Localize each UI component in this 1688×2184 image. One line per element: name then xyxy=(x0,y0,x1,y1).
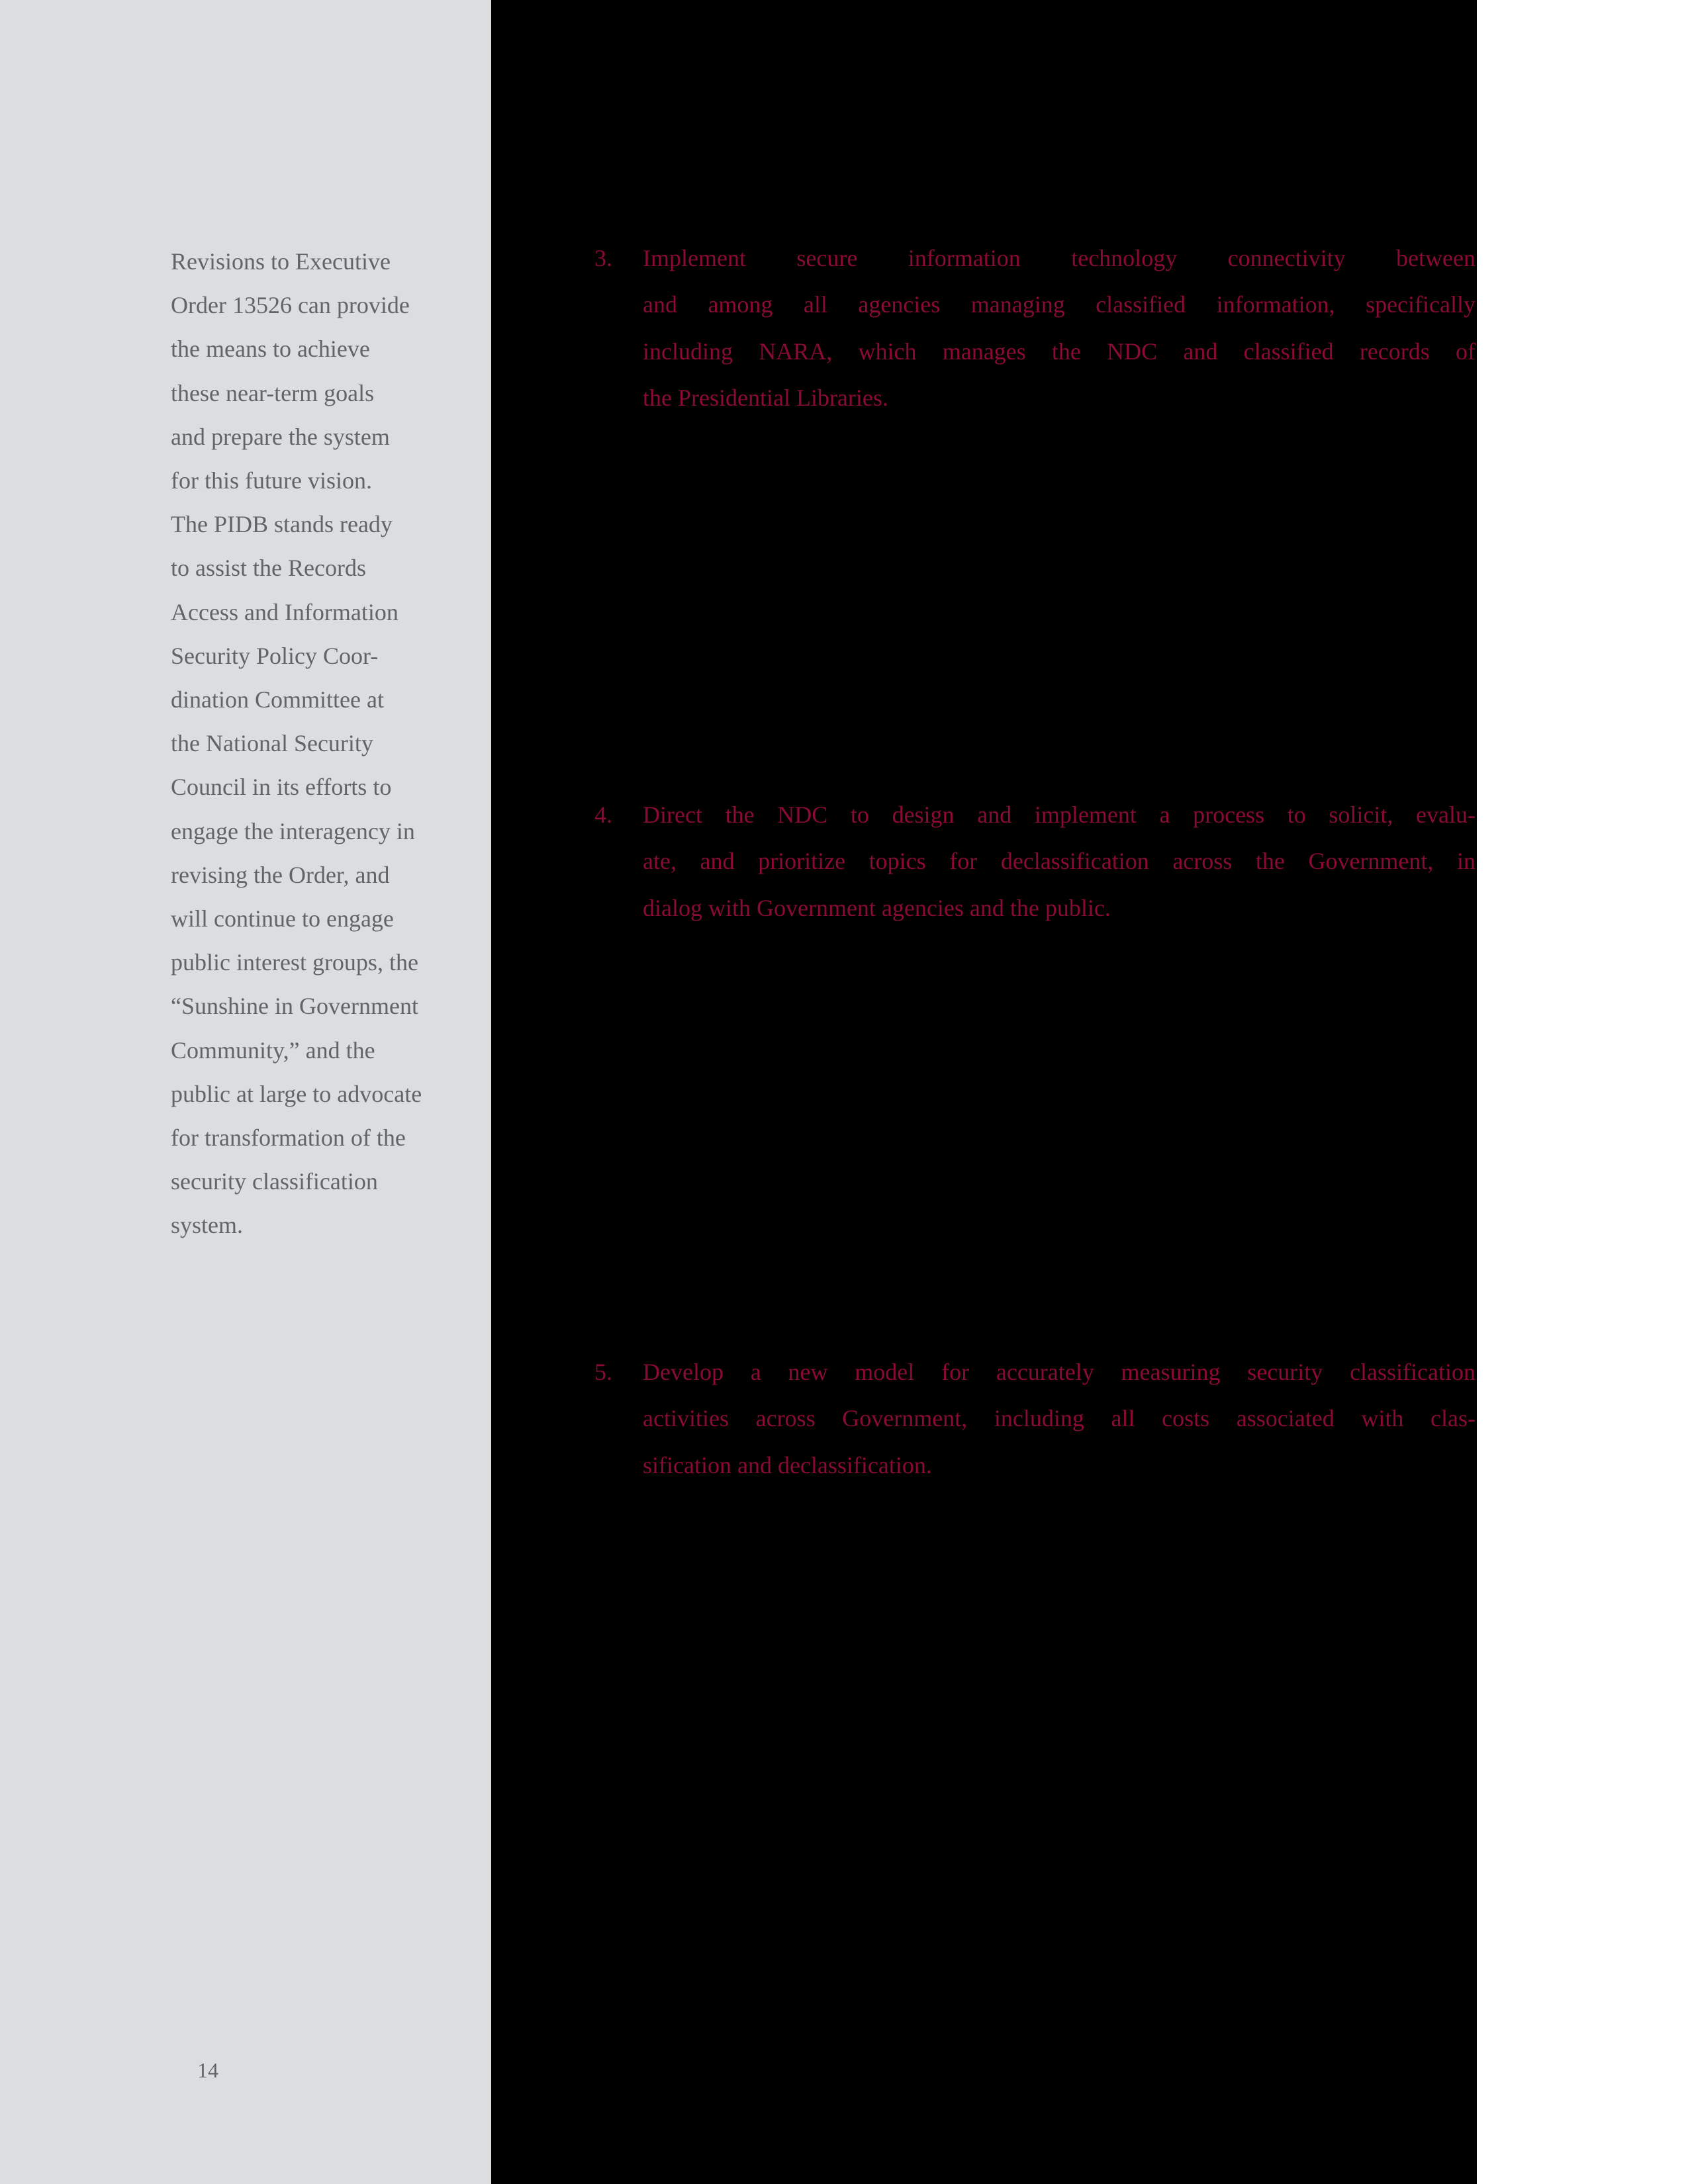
recommendation-item-4 xyxy=(594,792,1476,931)
item-text-line: activities across Government, including all costs associated with clas- xyxy=(643,1405,1476,1432)
item-number: 5. xyxy=(594,1359,612,1385)
sidebar-text-line: to assist the Records xyxy=(171,555,366,582)
item-text-line: Implement secure information technology connectivity between xyxy=(643,245,1476,271)
sidebar-text-line: for this future vision. xyxy=(171,467,372,494)
sidebar-text-line: Order 13526 can provide xyxy=(171,292,410,319)
sidebar-text-line: public interest groups, the xyxy=(171,949,418,976)
item-number: 3. xyxy=(594,245,612,271)
recommendation-item-5 xyxy=(594,1349,1476,1488)
item-number: 4. xyxy=(594,801,612,828)
recommendation-item-3 xyxy=(594,235,1476,421)
sidebar-text-line: Council in its efforts to xyxy=(171,774,392,801)
sidebar-text-line: Security Policy Coor- xyxy=(171,642,379,669)
sidebar-text-line: security classification xyxy=(171,1168,378,1195)
sidebar xyxy=(0,0,491,2184)
item-text-line: Direct the NDC to design and implement a process to solicit, evalu- xyxy=(643,801,1476,828)
sidebar-text-line: Community,” and the xyxy=(171,1036,375,1064)
item-text xyxy=(643,1349,1476,1488)
item-text-line: dialog with Government agencies and the public. xyxy=(643,894,1111,921)
item-text-line: sification and declassification. xyxy=(643,1451,932,1479)
sidebar-paragraph xyxy=(171,240,475,1248)
sidebar-text-line: Access and Information xyxy=(171,598,399,625)
sidebar-text-line: these near-term goals xyxy=(171,379,375,406)
sidebar-text-line: system. xyxy=(171,1212,244,1239)
item-text xyxy=(643,792,1476,931)
sidebar-text-line: the National Security xyxy=(171,730,373,757)
item-text-line: ate, and prioritize topics for declassification across the Government, in xyxy=(643,848,1476,875)
recommendations-panel xyxy=(491,0,1477,2184)
sidebar-text-line: for transformation of the xyxy=(171,1124,406,1152)
page-number: 14 xyxy=(197,2058,218,2082)
sidebar-text-line: The PIDB stands ready xyxy=(171,511,393,538)
sidebar-text-line: Revisions to Executive xyxy=(171,248,391,275)
item-text-line: and among all agencies managing classified information, specifically xyxy=(643,291,1476,318)
item-text-line: the Presidential Libraries. xyxy=(643,384,888,411)
sidebar-text-line: “Sunshine in Government xyxy=(171,993,418,1020)
sidebar-text-line: will continue to engage xyxy=(171,905,394,933)
sidebar-text-line: dination Committee at xyxy=(171,686,384,713)
sidebar-text-line: the means to achieve xyxy=(171,336,370,363)
item-text-line: including NARA, which manages the NDC and classified records of xyxy=(643,338,1476,365)
item-text-line: Develop a new model for accurately measuring security classification xyxy=(643,1359,1476,1385)
sidebar-text-line: public at large to advocate xyxy=(171,1080,422,1107)
sidebar-text-line: revising the Order, and xyxy=(171,861,390,888)
item-text xyxy=(643,235,1476,421)
sidebar-text-line: and prepare the system xyxy=(171,423,390,450)
sidebar-text-line: engage the interagency in xyxy=(171,817,415,844)
